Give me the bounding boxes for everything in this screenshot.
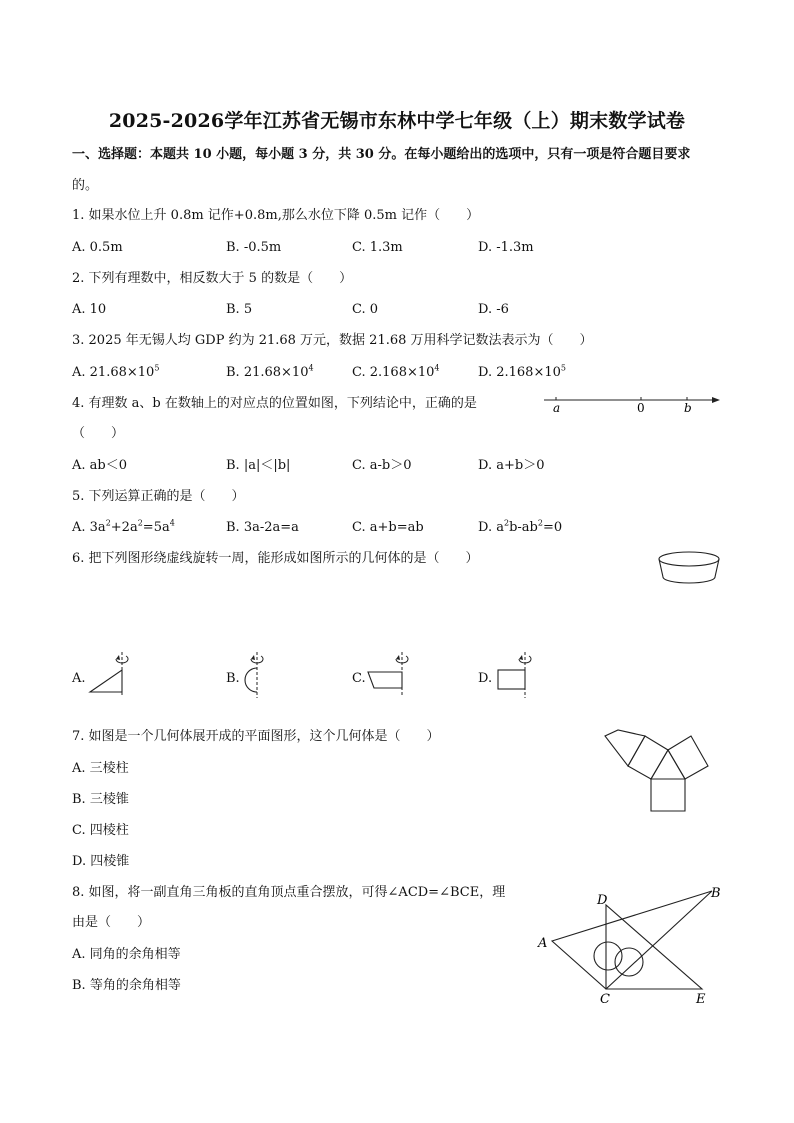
q1-stem: 1. 如果水位上升 0.8m 记作+0.8m,那么水位下降 0.5m 记作（ ）	[72, 208, 480, 223]
q5-option-c: C. a+b=ab	[352, 520, 424, 535]
number-line-arrow	[712, 397, 720, 403]
q6-stem: 6. 把下列图形绕虚线旋转一周，能形成如图所示的几何体的是（ ）	[72, 551, 479, 566]
q6-option-b-figure	[233, 650, 279, 700]
q3-option-c: C. $2.168\times 10^4$	[352, 363, 440, 380]
q7-option-d: D. 四棱锥	[72, 854, 130, 869]
label-C: C	[600, 992, 610, 1007]
label-D: D	[597, 893, 608, 908]
label-b: b	[684, 401, 692, 415]
q3-option-a: A. $21.68\times 10^5$	[72, 363, 160, 380]
q6-option-a-label: A.	[72, 671, 86, 686]
q7-option-c: C. 四棱柱	[72, 823, 129, 838]
net-figure	[598, 724, 728, 820]
section-heading-cont: 的。	[72, 178, 99, 193]
section-heading: 一、选择题：本题共 10 小题，每小题 3 分，共 30 分。在每小题给出的选项中，只有一项是符合题目要求	[72, 147, 691, 162]
q6-option-d-label: D.	[478, 671, 493, 686]
q2-option-d: D. -6	[478, 302, 509, 317]
page-title: 2025-2026学年江苏省无锡市东林中学七年级（上）期末数学试卷	[108, 110, 686, 132]
q7-stem: 7. 如图是一个几何体展开成的平面图形，这个几何体是（ ）	[72, 729, 440, 744]
q1-option-a: A. 0.5m	[72, 240, 123, 255]
q5-option-a: A. $3a^2+2a^2=5a^4$	[72, 518, 175, 535]
q8-stem: 8. 如图，将一副直角三角板的直角顶点重合摆放，可得∠ACD=∠BCE，理	[72, 885, 506, 900]
q3-option-b: B. $21.68\times 10^4$	[226, 363, 314, 380]
q4-stem: 4. 有理数 a、b 在数轴上的对应点的位置如图，下列结论中，正确的是	[72, 396, 477, 411]
q2-stem: 2. 下列有理数中，相反数大于 5 的数是（ ）	[72, 271, 353, 286]
q1-option-c: C. 1.3m	[352, 240, 403, 255]
q5-option-b: B. 3a-2a=a	[226, 520, 299, 535]
label-E: E	[696, 992, 706, 1007]
q8-option-a: A. 同角的余角相等	[72, 947, 181, 962]
q6-option-c-label: C.	[352, 671, 366, 686]
label-B: B	[711, 886, 721, 901]
q4-option-c: C. a-b＞0	[352, 458, 412, 473]
label-zero: 0	[637, 401, 645, 415]
q2-option-b: B. 5	[226, 302, 253, 317]
q8-option-b: B. 等角的余角相等	[72, 978, 181, 993]
q7-option-a: A. 三棱柱	[72, 761, 129, 776]
q6-option-c-figure	[362, 650, 412, 700]
q5-stem: 5. 下列运算正确的是（ ）	[72, 489, 245, 504]
q7-option-b: B. 三棱锥	[72, 792, 129, 807]
label-a: a	[553, 401, 561, 415]
q4-option-d: D. a+b＞0	[478, 458, 545, 473]
q6-option-a-figure	[86, 650, 132, 700]
q1-option-b: B. -0.5m	[226, 240, 282, 255]
q4-option-b: B. |a|＜|b|	[226, 458, 291, 473]
q6-option-d-figure	[490, 650, 540, 700]
q4-stem-cont: （ ）	[72, 426, 125, 441]
q4-option-a: A. ab＜0	[72, 458, 127, 473]
triangle-plates-figure	[536, 883, 726, 1008]
frustum-solid-figure	[656, 550, 722, 590]
q3-stem: 3. 2025 年无锡人均 GDP 约为 21.68 万元，数据 21.68 万用科学记数法表示为（ ）	[72, 333, 593, 348]
label-A: A	[538, 936, 548, 951]
q8-stem-cont: 由是（ ）	[72, 915, 151, 930]
q5-option-d: D. $a^2b-ab^2=0$	[478, 518, 563, 535]
q1-option-d: D. -1.3m	[478, 240, 534, 255]
number-line-figure	[544, 392, 724, 416]
q2-option-c: C. 0	[352, 302, 379, 317]
q6-option-b-label: B.	[226, 671, 240, 686]
q3-option-d: D. $2.168\times 10^5$	[478, 363, 566, 380]
q2-option-a: A. 10	[72, 302, 107, 317]
